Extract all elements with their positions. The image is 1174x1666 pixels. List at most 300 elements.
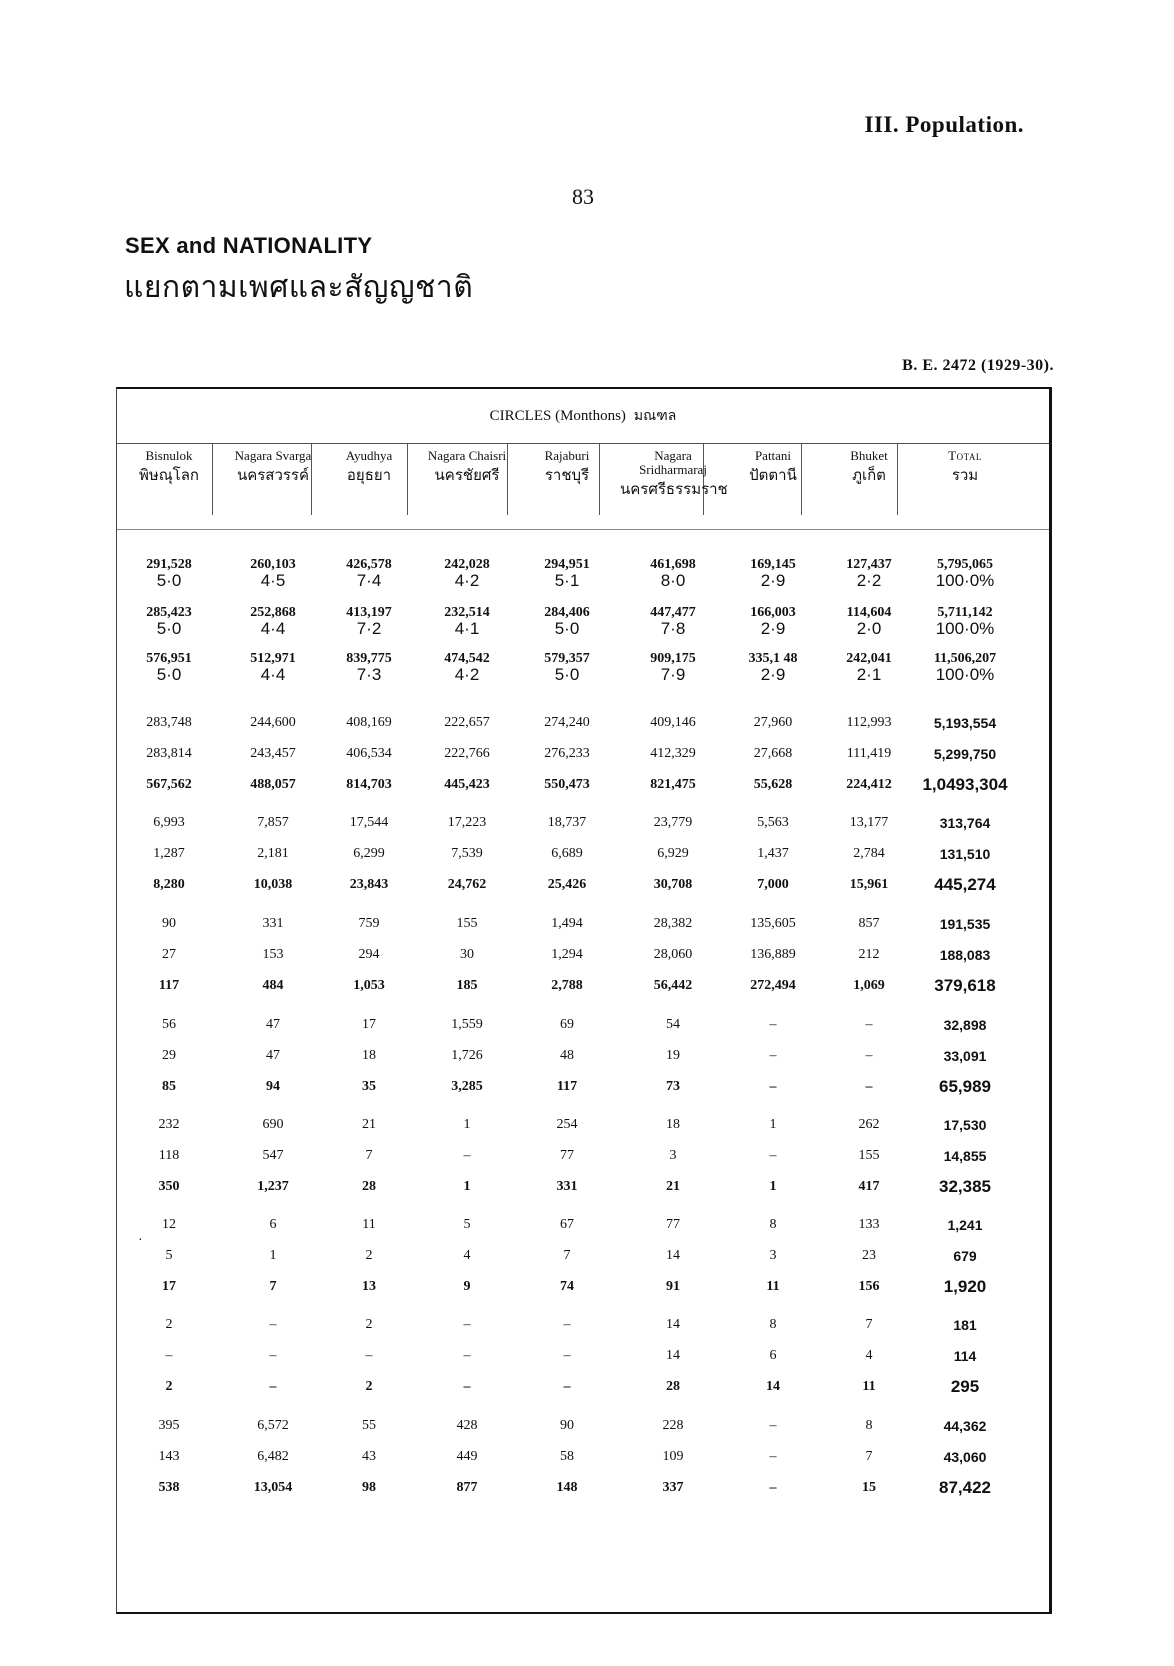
total-cell: 44,362	[943, 1418, 987, 1434]
summary-percentage: 5·0	[554, 665, 580, 684]
value-cell: 294	[358, 947, 380, 962]
summary-percentage: 100·0%	[935, 571, 995, 590]
summary-cell	[917, 651, 1013, 683]
value-cell: 133	[858, 1217, 880, 1232]
title-thai: แยกตามเพศและสัญญชาติ	[124, 270, 474, 305]
total-cell: 191,535	[939, 916, 991, 932]
column-header-en: Pattani	[754, 448, 792, 463]
value-cell: 143	[158, 1449, 180, 1464]
value-cell: 14	[766, 1379, 780, 1394]
total-cell: 14,855	[943, 1148, 987, 1164]
value-cell: 1	[769, 1117, 777, 1132]
total-cell: 1,0493,304	[922, 775, 1008, 794]
value-cell: 8	[865, 1418, 873, 1433]
summary-row	[117, 557, 1053, 593]
summary-cell	[519, 651, 615, 683]
total-cell: 295	[950, 1377, 980, 1396]
value-cell: 28	[362, 1179, 376, 1194]
data-row	[117, 745, 1053, 769]
column-header-rajaburi	[519, 449, 615, 485]
value-cell: 395	[158, 1418, 180, 1433]
value-cell: –	[563, 1379, 571, 1394]
column-header-en: Total	[948, 448, 982, 463]
summary-percentage: 7·2	[356, 619, 382, 638]
value-cell: 272,494	[750, 978, 796, 993]
total-cell: 65,989	[939, 1077, 991, 1096]
value-cell: 19	[666, 1048, 680, 1063]
summary-cell	[417, 651, 517, 683]
data-row	[117, 1216, 1053, 1240]
value-cell: 5	[463, 1217, 471, 1232]
value-cell: 14	[666, 1248, 680, 1263]
value-cell: 17	[362, 1017, 376, 1032]
value-cell: 254	[556, 1117, 578, 1132]
total-cell: 43,060	[943, 1449, 987, 1465]
value-cell: 350	[158, 1179, 180, 1194]
value-cell: 111,419	[846, 746, 892, 761]
value-cell: 112,993	[846, 715, 892, 730]
value-cell: 2	[365, 1379, 373, 1394]
value-cell: 155	[858, 1148, 880, 1163]
value-cell: 6	[769, 1348, 777, 1363]
value-cell: 2	[365, 1317, 373, 1332]
value-cell: 759	[358, 916, 380, 931]
column-header-en: Nagara Sridharmaraj	[639, 448, 707, 477]
value-cell: 222,766	[444, 746, 490, 761]
value-cell: –	[769, 1418, 777, 1433]
value-cell: 185	[456, 978, 478, 993]
summary-value: 284,406	[544, 605, 590, 620]
value-cell: 488,057	[250, 777, 296, 792]
value-cell: 222,657	[444, 715, 490, 730]
value-cell: 2,181	[257, 846, 289, 861]
value-cell: 9	[463, 1279, 471, 1294]
summary-cell	[321, 557, 417, 589]
column-header-th: นครชัยศรี	[434, 466, 500, 484]
value-cell: 6,572	[257, 1418, 289, 1433]
value-cell: –	[269, 1379, 277, 1394]
value-cell: 224,412	[846, 777, 892, 792]
summary-percentage: 2·9	[760, 619, 786, 638]
summary-value: 232,514	[444, 605, 490, 620]
column-header-total	[917, 449, 1013, 485]
value-cell: –	[563, 1348, 571, 1363]
value-cell: 1,053	[353, 978, 385, 993]
summary-cell	[725, 651, 821, 683]
summary-cell	[417, 557, 517, 589]
summary-cell	[917, 605, 1013, 637]
value-cell: 14	[666, 1348, 680, 1363]
summary-value: 579,357	[544, 651, 590, 666]
summary-cell	[121, 557, 217, 589]
column-header-nagara-chaisri	[417, 449, 517, 485]
value-cell: 55,628	[753, 777, 793, 792]
summary-cell	[620, 557, 726, 589]
group-total-row	[117, 1178, 1053, 1202]
value-cell: 23	[862, 1248, 876, 1263]
value-cell: 56,442	[653, 978, 693, 993]
value-cell: 43	[362, 1449, 376, 1464]
summary-cell	[519, 557, 615, 589]
data-row	[117, 1016, 1053, 1040]
data-row	[117, 1116, 1053, 1140]
value-cell: 11	[362, 1217, 376, 1232]
value-cell: –	[865, 1079, 873, 1094]
value-cell: 98	[362, 1480, 376, 1495]
value-cell: 283,748	[146, 715, 192, 730]
summary-percentage: 4·2	[454, 571, 480, 590]
value-cell: 412,329	[650, 746, 696, 761]
value-cell: 1	[463, 1179, 471, 1194]
value-cell: 262	[858, 1117, 880, 1132]
data-row	[117, 845, 1053, 869]
value-cell: 28,382	[653, 916, 693, 931]
column-header-th: ราชบุรี	[544, 466, 590, 484]
summary-value: 114,604	[846, 605, 892, 620]
data-row	[117, 946, 1053, 970]
summary-cell	[821, 651, 917, 683]
group-total-row	[117, 876, 1053, 900]
header-rule	[117, 529, 1049, 530]
value-cell: 331	[556, 1179, 578, 1194]
value-cell: 274,240	[544, 715, 590, 730]
summary-cell	[620, 651, 726, 683]
value-cell: 2,784	[853, 846, 885, 861]
value-cell: 28,060	[653, 947, 693, 962]
summary-value: 839,775	[346, 651, 392, 666]
value-cell: 73	[666, 1079, 680, 1094]
total-cell: 379,618	[934, 976, 996, 995]
value-cell: 814,703	[346, 777, 392, 792]
column-header-nagara-svarga	[223, 449, 323, 485]
value-cell: –	[463, 1148, 471, 1163]
summary-value: 285,423	[146, 605, 192, 620]
summary-cell	[620, 605, 726, 637]
value-cell: 21	[666, 1179, 680, 1194]
value-cell: 30	[460, 947, 474, 962]
summary-percentage: 8·0	[660, 571, 686, 590]
column-header-en: Bhuket	[850, 448, 888, 463]
value-cell: 408,169	[346, 715, 392, 730]
column-header-en: Nagara Svarga	[234, 448, 312, 463]
summary-value: 260,103	[250, 557, 296, 572]
summary-cell	[321, 651, 417, 683]
data-row	[117, 814, 1053, 838]
value-cell: 6,929	[657, 846, 689, 861]
value-cell: –	[769, 1079, 777, 1094]
value-cell: –	[365, 1348, 373, 1363]
value-cell: 35	[362, 1079, 376, 1094]
value-cell: 337	[662, 1480, 684, 1495]
value-cell: 406,534	[346, 746, 392, 761]
value-cell: 1,437	[757, 846, 789, 861]
column-header-th: นครสวรรค์	[236, 466, 310, 484]
value-cell: 449	[456, 1449, 478, 1464]
column-header-pattani	[725, 449, 821, 485]
value-cell: 4	[865, 1348, 873, 1363]
column-header-th: อยุธยา	[346, 466, 392, 484]
total-cell: 87,422	[939, 1478, 991, 1497]
summary-cell	[321, 605, 417, 637]
value-cell: –	[769, 1017, 777, 1032]
value-cell: 3,285	[451, 1079, 483, 1094]
total-cell: 5,299,750	[933, 746, 997, 762]
summary-percentage: 2·9	[760, 571, 786, 590]
print-speck: ·	[138, 1233, 143, 1248]
total-cell: 114	[953, 1348, 977, 1364]
column-header-bhuket	[821, 449, 917, 485]
value-cell: 13	[362, 1279, 376, 1294]
summary-value: 242,028	[444, 557, 490, 572]
value-cell: 69	[560, 1017, 574, 1032]
summary-percentage: 7·8	[660, 619, 686, 638]
value-cell: 28	[666, 1379, 680, 1394]
summary-percentage: 7·9	[660, 665, 686, 684]
value-cell: 6	[269, 1217, 277, 1232]
value-cell: 1,559	[451, 1017, 483, 1032]
value-cell: 8	[769, 1317, 777, 1332]
value-cell: 4	[463, 1248, 471, 1263]
summary-percentage: 4·4	[260, 665, 286, 684]
title-english: SEX and NATIONALITY	[125, 233, 373, 258]
value-cell: 3	[769, 1248, 777, 1263]
circles-group-header	[117, 389, 1049, 444]
value-cell: 3	[669, 1148, 677, 1163]
data-row	[117, 1247, 1053, 1271]
value-cell: 7	[365, 1148, 373, 1163]
total-cell: 181	[953, 1317, 977, 1333]
value-cell: 153	[262, 947, 284, 962]
value-cell: 1,726	[451, 1048, 483, 1063]
summary-cell	[725, 605, 821, 637]
value-cell: 212	[858, 947, 880, 962]
value-cell: 1,494	[551, 916, 583, 931]
value-cell: 7	[865, 1317, 873, 1332]
total-cell: 313,764	[939, 815, 991, 831]
value-cell: –	[563, 1317, 571, 1332]
circles-label-th: มณฑล	[633, 408, 677, 424]
summary-value: 426,578	[346, 557, 392, 572]
value-cell: 17	[162, 1279, 176, 1294]
value-cell: 27,668	[753, 746, 793, 761]
value-cell: 7	[563, 1248, 571, 1263]
value-cell: 538	[158, 1480, 180, 1495]
summary-percentage: 2·2	[856, 571, 882, 590]
column-header-bisnulok	[121, 449, 217, 485]
value-cell: 117	[158, 978, 180, 993]
summary-percentage: 7·4	[356, 571, 382, 590]
group-total-row	[117, 1479, 1053, 1503]
population-table	[116, 387, 1052, 1614]
value-cell: 27	[162, 947, 176, 962]
column-header-th: พิษณุโลก	[138, 466, 200, 484]
value-cell: 156	[858, 1279, 880, 1294]
data-row	[117, 1347, 1053, 1371]
value-cell: 11	[766, 1279, 780, 1294]
value-cell: 117	[556, 1079, 578, 1094]
value-cell: 94	[266, 1079, 280, 1094]
value-cell: 12	[162, 1217, 176, 1232]
value-cell: 8,280	[153, 877, 185, 892]
value-cell: –	[463, 1379, 471, 1394]
column-header-en: Ayudhya	[345, 448, 393, 463]
value-cell: 58	[560, 1449, 574, 1464]
value-cell: 13,177	[849, 815, 889, 830]
summary-cell	[223, 557, 323, 589]
value-cell: 7	[269, 1279, 277, 1294]
column-header-nagara-sridharmaraj	[620, 449, 726, 499]
value-cell: 77	[560, 1148, 574, 1163]
value-cell: 232	[158, 1117, 180, 1132]
value-cell: 331	[262, 916, 284, 931]
year-label: B. E. 2472 (1929-30).	[902, 357, 1054, 374]
value-cell: 30,708	[653, 877, 693, 892]
data-row	[117, 1417, 1053, 1441]
value-cell: 821,475	[650, 777, 696, 792]
total-cell: 188,083	[939, 947, 991, 963]
value-cell: 155	[456, 916, 478, 931]
value-cell: –	[769, 1148, 777, 1163]
value-cell: 1,069	[853, 978, 885, 993]
value-cell: –	[865, 1017, 873, 1032]
summary-cell	[821, 605, 917, 637]
summary-value: 294,951	[544, 557, 590, 572]
value-cell: 877	[456, 1480, 478, 1495]
group-total-row	[117, 977, 1053, 1001]
value-cell: 13,054	[253, 1480, 293, 1495]
value-cell: 283,814	[146, 746, 192, 761]
value-cell: 2	[165, 1379, 173, 1394]
summary-value: 461,698	[650, 557, 696, 572]
summary-percentage: 4·5	[260, 571, 286, 590]
value-cell: 18	[666, 1117, 680, 1132]
summary-value: 169,145	[750, 557, 796, 572]
value-cell: –	[463, 1348, 471, 1363]
value-cell: 15,961	[849, 877, 889, 892]
summary-cell	[821, 557, 917, 589]
total-cell: 32,898	[943, 1017, 987, 1033]
value-cell: 90	[560, 1418, 574, 1433]
value-cell: 55	[362, 1418, 376, 1433]
column-header-en: Nagara Chaisri	[427, 448, 507, 463]
summary-value: 576,951	[146, 651, 192, 666]
total-cell: 1,241	[947, 1217, 983, 1233]
data-row	[117, 915, 1053, 939]
value-cell: 77	[666, 1217, 680, 1232]
value-cell: 10,038	[253, 877, 293, 892]
value-cell: 148	[556, 1480, 578, 1495]
value-cell: 5	[165, 1248, 173, 1263]
summary-value: 447,477	[650, 605, 696, 620]
value-cell: 409,146	[650, 715, 696, 730]
value-cell: 5,563	[757, 815, 789, 830]
column-header-en: Bisnulok	[145, 448, 193, 463]
summary-percentage: 5·0	[156, 665, 182, 684]
section-title: III. Population.	[864, 112, 1024, 137]
value-cell: 23,779	[653, 815, 693, 830]
value-cell: –	[463, 1317, 471, 1332]
page-number: 83	[572, 184, 594, 209]
data-row	[117, 1147, 1053, 1171]
value-cell: 135,605	[750, 916, 796, 931]
summary-percentage: 2·0	[856, 619, 882, 638]
summary-percentage: 100·0%	[935, 619, 995, 638]
group-total-row	[117, 1278, 1053, 1302]
summary-percentage: 4·4	[260, 619, 286, 638]
data-row	[117, 1448, 1053, 1472]
summary-cell	[417, 605, 517, 637]
summary-value: 166,003	[750, 605, 796, 620]
summary-value: 413,197	[346, 605, 392, 620]
total-cell: 131,510	[939, 846, 991, 862]
value-cell: –	[269, 1348, 277, 1363]
value-cell: 136,889	[750, 947, 796, 962]
summary-value: 909,175	[650, 651, 696, 666]
summary-value: 512,971	[250, 651, 296, 666]
summary-value: 5,711,142	[937, 605, 993, 620]
value-cell: 7	[865, 1449, 873, 1464]
value-cell: 857	[858, 916, 880, 931]
value-cell: 484	[262, 978, 284, 993]
value-cell: 14	[666, 1317, 680, 1332]
summary-value: 252,868	[250, 605, 296, 620]
value-cell: 56	[162, 1017, 176, 1032]
value-cell: 7,857	[257, 815, 289, 830]
value-cell: 54	[666, 1017, 680, 1032]
column-header-th: รวม	[951, 466, 979, 484]
summary-percentage: 100·0%	[935, 665, 995, 684]
total-cell: 17,530	[943, 1117, 987, 1133]
value-cell: 11	[862, 1379, 876, 1394]
summary-row	[117, 605, 1053, 641]
value-cell: 85	[162, 1079, 176, 1094]
value-cell: –	[865, 1048, 873, 1063]
value-cell: 6,299	[353, 846, 385, 861]
summary-percentage: 5·0	[156, 619, 182, 638]
group-total-row	[117, 1378, 1053, 1402]
value-cell: 1	[463, 1117, 471, 1132]
value-cell: 567,562	[146, 777, 192, 792]
value-cell: 2,788	[551, 978, 583, 993]
value-cell: 47	[266, 1048, 280, 1063]
value-cell: 25,426	[547, 877, 587, 892]
value-cell: 2	[365, 1248, 373, 1263]
total-cell: 33,091	[943, 1048, 987, 1064]
column-header-ayudhya	[321, 449, 417, 485]
summary-percentage: 5·1	[554, 571, 580, 590]
value-cell: 118	[158, 1148, 180, 1163]
summary-percentage: 7·3	[356, 665, 382, 684]
value-cell: –	[165, 1348, 173, 1363]
value-cell: 1	[269, 1248, 277, 1263]
value-cell: –	[269, 1317, 277, 1332]
value-cell: 24,762	[447, 877, 487, 892]
data-row	[117, 1047, 1053, 1071]
value-cell: 47	[266, 1017, 280, 1032]
summary-value: 335,1 48	[748, 651, 798, 666]
value-cell: 6,993	[153, 815, 185, 830]
column-header-en: Rajaburi	[544, 448, 590, 463]
value-cell: 21	[362, 1117, 376, 1132]
value-cell: 1	[769, 1179, 777, 1194]
value-cell: 6,689	[551, 846, 583, 861]
value-cell: –	[769, 1449, 777, 1464]
value-cell: 8	[769, 1217, 777, 1232]
summary-value: 11,506,207	[933, 651, 997, 666]
value-cell: 445,423	[444, 777, 490, 792]
value-cell: 15	[862, 1480, 876, 1495]
column-header-th: ปัตตานี	[749, 466, 797, 484]
